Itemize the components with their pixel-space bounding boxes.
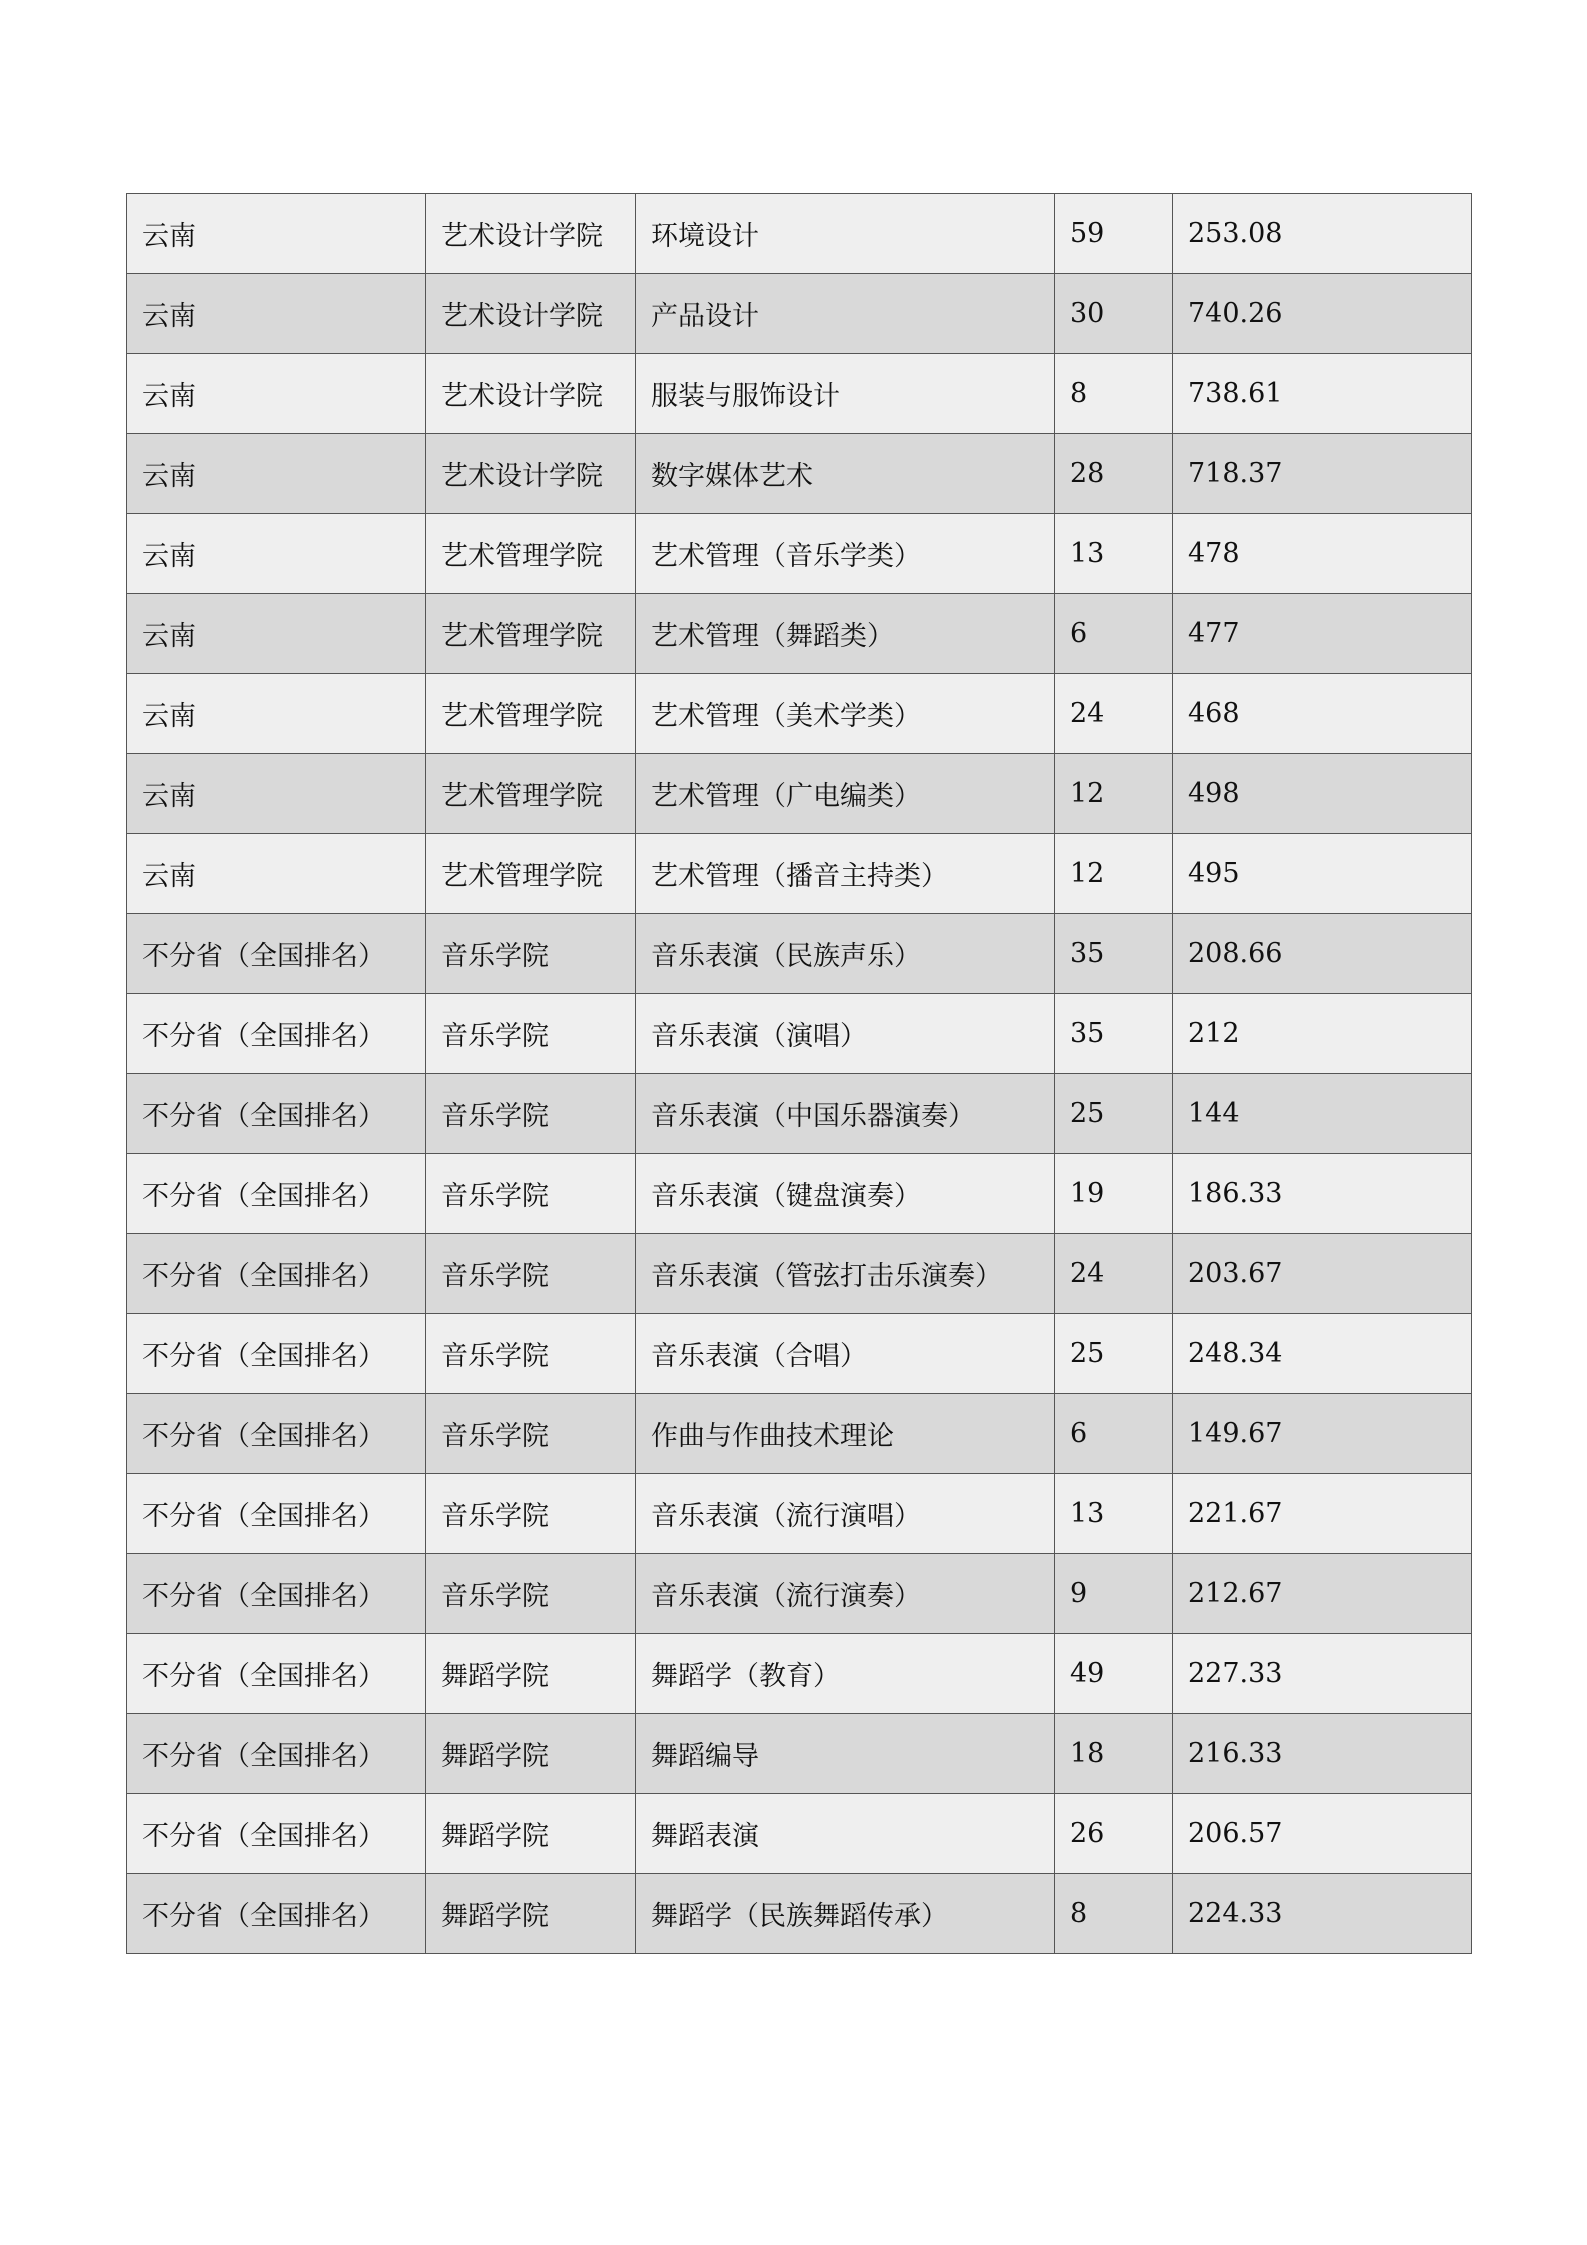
count-cell: 8 xyxy=(1055,354,1173,434)
province-cell: 云南 xyxy=(127,354,426,434)
province-cell: 不分省（全国排名） xyxy=(127,914,426,994)
major-cell: 舞蹈编导 xyxy=(636,1714,1055,1794)
table-row xyxy=(127,1634,1472,1714)
count-cell: 35 xyxy=(1055,914,1173,994)
score-cell: 144 xyxy=(1173,1074,1472,1154)
count-cell: 30 xyxy=(1055,274,1173,354)
count-cell: 25 xyxy=(1055,1314,1173,1394)
major-cell: 音乐表演（键盘演奏） xyxy=(636,1154,1055,1234)
count-cell: 19 xyxy=(1055,1154,1173,1234)
major-cell: 音乐表演（流行演唱） xyxy=(636,1474,1055,1554)
province-cell: 云南 xyxy=(127,594,426,674)
major-cell: 艺术管理（广电编类） xyxy=(636,754,1055,834)
score-cell: 248.34 xyxy=(1173,1314,1472,1394)
table-row xyxy=(127,1074,1472,1154)
table-row xyxy=(127,1874,1472,1954)
table-body xyxy=(127,194,1472,1954)
admission-table-container xyxy=(126,193,1471,1954)
score-cell: 149.67 xyxy=(1173,1394,1472,1474)
table-row xyxy=(127,994,1472,1074)
table-row xyxy=(127,1554,1472,1634)
table-row xyxy=(127,1794,1472,1874)
major-cell: 数字媒体艺术 xyxy=(636,434,1055,514)
score-cell: 477 xyxy=(1173,594,1472,674)
table-row xyxy=(127,354,1472,434)
college-cell: 舞蹈学院 xyxy=(426,1874,636,1954)
table-row xyxy=(127,1474,1472,1554)
count-cell: 9 xyxy=(1055,1554,1173,1634)
score-cell: 718.37 xyxy=(1173,434,1472,514)
count-cell: 12 xyxy=(1055,834,1173,914)
province-cell: 云南 xyxy=(127,194,426,274)
major-cell: 音乐表演（流行演奏） xyxy=(636,1554,1055,1634)
province-cell: 不分省（全国排名） xyxy=(127,1154,426,1234)
college-cell: 艺术管理学院 xyxy=(426,594,636,674)
count-cell: 28 xyxy=(1055,434,1173,514)
score-cell: 478 xyxy=(1173,514,1472,594)
count-cell: 49 xyxy=(1055,1634,1173,1714)
province-cell: 不分省（全国排名） xyxy=(127,1554,426,1634)
score-cell: 186.33 xyxy=(1173,1154,1472,1234)
major-cell: 舞蹈学（民族舞蹈传承） xyxy=(636,1874,1055,1954)
major-cell: 音乐表演（管弦打击乐演奏） xyxy=(636,1234,1055,1314)
count-cell: 13 xyxy=(1055,514,1173,594)
count-cell: 35 xyxy=(1055,994,1173,1074)
score-cell: 495 xyxy=(1173,834,1472,914)
major-cell: 艺术管理（播音主持类） xyxy=(636,834,1055,914)
province-cell: 不分省（全国排名） xyxy=(127,1394,426,1474)
province-cell: 不分省（全国排名） xyxy=(127,994,426,1074)
score-cell: 216.33 xyxy=(1173,1714,1472,1794)
major-cell: 环境设计 xyxy=(636,194,1055,274)
table-row xyxy=(127,194,1472,274)
table-row xyxy=(127,594,1472,674)
province-cell: 不分省（全国排名） xyxy=(127,1474,426,1554)
major-cell: 音乐表演（民族声乐） xyxy=(636,914,1055,994)
major-cell: 艺术管理（舞蹈类） xyxy=(636,594,1055,674)
major-cell: 作曲与作曲技术理论 xyxy=(636,1394,1055,1474)
score-cell: 206.57 xyxy=(1173,1794,1472,1874)
table-row xyxy=(127,1314,1472,1394)
table-row xyxy=(127,674,1472,754)
college-cell: 音乐学院 xyxy=(426,914,636,994)
college-cell: 舞蹈学院 xyxy=(426,1794,636,1874)
college-cell: 音乐学院 xyxy=(426,994,636,1074)
college-cell: 音乐学院 xyxy=(426,1554,636,1634)
major-cell: 艺术管理（音乐学类） xyxy=(636,514,1055,594)
major-cell: 音乐表演（合唱） xyxy=(636,1314,1055,1394)
admission-table xyxy=(126,193,1472,1954)
major-cell: 产品设计 xyxy=(636,274,1055,354)
score-cell: 253.08 xyxy=(1173,194,1472,274)
count-cell: 6 xyxy=(1055,594,1173,674)
college-cell: 艺术管理学院 xyxy=(426,754,636,834)
province-cell: 不分省（全国排名） xyxy=(127,1314,426,1394)
count-cell: 6 xyxy=(1055,1394,1173,1474)
table-row xyxy=(127,274,1472,354)
count-cell: 24 xyxy=(1055,674,1173,754)
major-cell: 音乐表演（中国乐器演奏） xyxy=(636,1074,1055,1154)
major-cell: 音乐表演（演唱） xyxy=(636,994,1055,1074)
score-cell: 227.33 xyxy=(1173,1634,1472,1714)
province-cell: 不分省（全国排名） xyxy=(127,1714,426,1794)
count-cell: 59 xyxy=(1055,194,1173,274)
college-cell: 音乐学院 xyxy=(426,1234,636,1314)
score-cell: 212.67 xyxy=(1173,1554,1472,1634)
score-cell: 468 xyxy=(1173,674,1472,754)
table-row xyxy=(127,434,1472,514)
score-cell: 212 xyxy=(1173,994,1472,1074)
province-cell: 不分省（全国排名） xyxy=(127,1874,426,1954)
count-cell: 12 xyxy=(1055,754,1173,834)
table-row xyxy=(127,834,1472,914)
table-row xyxy=(127,1154,1472,1234)
province-cell: 云南 xyxy=(127,274,426,354)
score-cell: 208.66 xyxy=(1173,914,1472,994)
table-row xyxy=(127,1234,1472,1314)
college-cell: 音乐学院 xyxy=(426,1394,636,1474)
province-cell: 云南 xyxy=(127,514,426,594)
college-cell: 舞蹈学院 xyxy=(426,1634,636,1714)
table-row xyxy=(127,1714,1472,1794)
count-cell: 24 xyxy=(1055,1234,1173,1314)
college-cell: 音乐学院 xyxy=(426,1314,636,1394)
college-cell: 音乐学院 xyxy=(426,1154,636,1234)
province-cell: 云南 xyxy=(127,834,426,914)
count-cell: 18 xyxy=(1055,1714,1173,1794)
college-cell: 舞蹈学院 xyxy=(426,1714,636,1794)
score-cell: 221.67 xyxy=(1173,1474,1472,1554)
major-cell: 舞蹈学（教育） xyxy=(636,1634,1055,1714)
college-cell: 艺术设计学院 xyxy=(426,434,636,514)
province-cell: 云南 xyxy=(127,674,426,754)
score-cell: 498 xyxy=(1173,754,1472,834)
province-cell: 不分省（全国排名） xyxy=(127,1794,426,1874)
college-cell: 艺术设计学院 xyxy=(426,274,636,354)
college-cell: 艺术设计学院 xyxy=(426,194,636,274)
table-row xyxy=(127,1394,1472,1474)
college-cell: 艺术管理学院 xyxy=(426,514,636,594)
major-cell: 服装与服饰设计 xyxy=(636,354,1055,434)
count-cell: 13 xyxy=(1055,1474,1173,1554)
college-cell: 艺术管理学院 xyxy=(426,674,636,754)
college-cell: 音乐学院 xyxy=(426,1074,636,1154)
province-cell: 不分省（全国排名） xyxy=(127,1634,426,1714)
table-row xyxy=(127,914,1472,994)
province-cell: 不分省（全国排名） xyxy=(127,1234,426,1314)
score-cell: 203.67 xyxy=(1173,1234,1472,1314)
score-cell: 224.33 xyxy=(1173,1874,1472,1954)
count-cell: 8 xyxy=(1055,1874,1173,1954)
major-cell: 艺术管理（美术学类） xyxy=(636,674,1055,754)
count-cell: 26 xyxy=(1055,1794,1173,1874)
score-cell: 738.61 xyxy=(1173,354,1472,434)
province-cell: 云南 xyxy=(127,434,426,514)
count-cell: 25 xyxy=(1055,1074,1173,1154)
table-row xyxy=(127,514,1472,594)
province-cell: 不分省（全国排名） xyxy=(127,1074,426,1154)
major-cell: 舞蹈表演 xyxy=(636,1794,1055,1874)
province-cell: 云南 xyxy=(127,754,426,834)
college-cell: 音乐学院 xyxy=(426,1474,636,1554)
table-row xyxy=(127,754,1472,834)
college-cell: 艺术设计学院 xyxy=(426,354,636,434)
college-cell: 艺术管理学院 xyxy=(426,834,636,914)
score-cell: 740.26 xyxy=(1173,274,1472,354)
